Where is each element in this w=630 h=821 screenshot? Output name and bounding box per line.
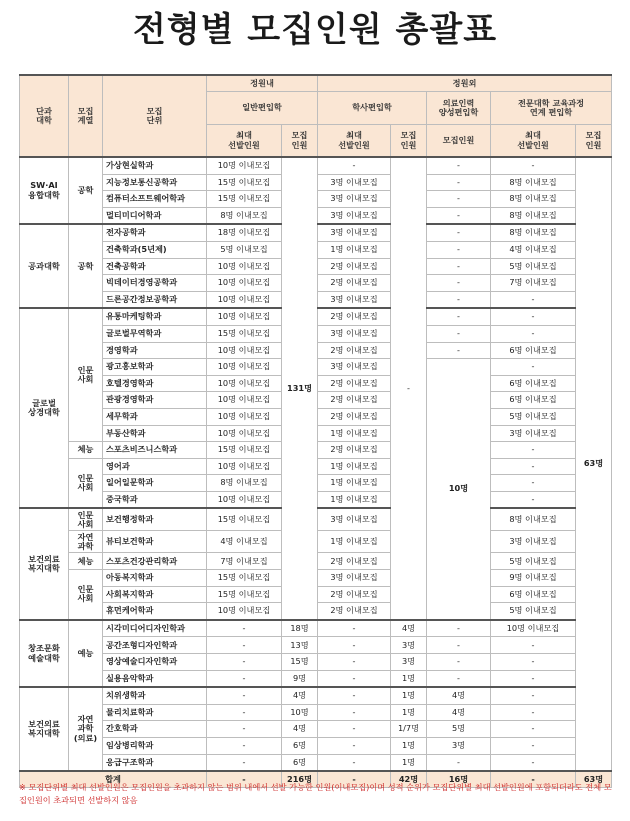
table-row — [20, 721, 612, 738]
series-cell: 자연 과학 — [69, 531, 103, 553]
medical-recruit: 4명 — [427, 687, 491, 704]
medical-recruit: - — [427, 157, 491, 174]
dept-cell: 사회복지학과 — [103, 586, 207, 603]
dept-cell: 영어과 — [103, 458, 207, 475]
table-row — [20, 687, 612, 704]
header-max-select: 최대 선발인원 — [318, 125, 391, 158]
header-recruit: 모집 인원 — [282, 125, 318, 158]
college-max: 8명 이내모집 — [491, 207, 576, 224]
header-college-transfer: 전문대학 교육과정 연계 편입학 — [491, 92, 612, 125]
general-max: 4명 이내모집 — [207, 531, 282, 553]
dept-cell: 전자공학과 — [103, 224, 207, 241]
total-medical-recruit: 16명 — [427, 771, 491, 788]
series-cell: 공학 — [69, 224, 103, 308]
recruitment-summary-table — [19, 74, 612, 788]
general-recruit: 15명 — [282, 654, 318, 671]
dept-cell: 드론공간정보공학과 — [103, 291, 207, 308]
series-cell: 체능 — [69, 442, 103, 459]
general-max: 7명 이내모집 — [207, 553, 282, 570]
table-row — [20, 157, 612, 174]
college-max: 7명 이내모집 — [491, 275, 576, 292]
general-max: 10명 이내모집 — [207, 491, 282, 508]
college-max: 5명 이내모집 — [491, 408, 576, 425]
dept-cell: 관광경영학과 — [103, 392, 207, 409]
general-max: 18명 이내모집 — [207, 224, 282, 241]
bachelor-max: - — [318, 738, 391, 755]
college-max: 8명 이내모집 — [491, 508, 576, 531]
bachelor-recruit: 1명 — [391, 670, 427, 687]
dept-cell: 시각미디어디자인학과 — [103, 620, 207, 637]
general-max: 5명 이내모집 — [207, 241, 282, 258]
medical-recruit: - — [427, 308, 491, 325]
general-max: 10명 이내모집 — [207, 392, 282, 409]
bachelor-recruit: 3명 — [391, 654, 427, 671]
medical-recruit: - — [427, 224, 491, 241]
bachelor-max: 2명 이내모집 — [318, 603, 391, 620]
college-max: - — [491, 475, 576, 492]
bachelor-max: 3명 이내모집 — [318, 359, 391, 376]
dept-cell: 휴먼케어학과 — [103, 603, 207, 620]
college-max: 8명 이내모집 — [491, 191, 576, 208]
bachelor-max: 2명 이내모집 — [318, 586, 391, 603]
dept-cell: 빅데이터경영공학과 — [103, 275, 207, 292]
general-max: 8명 이내모집 — [207, 207, 282, 224]
bachelor-max: 1명 이내모집 — [318, 241, 391, 258]
dept-cell: 멀티미디어학과 — [103, 207, 207, 224]
general-max: 10명 이내모집 — [207, 603, 282, 620]
header-unit: 모집 단위 — [103, 75, 207, 157]
college-max: - — [491, 654, 576, 671]
general-max: 15명 이내모집 — [207, 325, 282, 342]
dept-cell: 간호학과 — [103, 721, 207, 738]
bachelor-max: 3명 이내모집 — [318, 508, 391, 531]
dept-cell: 아동복지학과 — [103, 570, 207, 587]
bachelor-max: 2명 이내모집 — [318, 258, 391, 275]
college-max: - — [491, 738, 576, 755]
general-max: 15명 이내모집 — [207, 586, 282, 603]
bachelor-max: - — [318, 721, 391, 738]
series-cell: 인문 사회 — [69, 308, 103, 441]
medical-recruit: - — [427, 291, 491, 308]
bachelor-recruit: - — [391, 157, 427, 620]
total-label: 합계 — [20, 771, 207, 788]
general-max: - — [207, 654, 282, 671]
page-title: 전형별 모집인원 총괄표 — [132, 10, 498, 50]
general-max: 10명 이내모집 — [207, 291, 282, 308]
college-max: 8명 이내모집 — [491, 174, 576, 191]
bachelor-recruit: 1명 — [391, 687, 427, 704]
dept-cell: 지능정보통신공학과 — [103, 174, 207, 191]
medical-recruit: - — [427, 191, 491, 208]
total-general-max: - — [207, 771, 282, 788]
medical-recruit: 5명 — [427, 721, 491, 738]
dept-cell: 세무학과 — [103, 408, 207, 425]
table-row — [20, 754, 612, 771]
college-max: - — [491, 325, 576, 342]
bachelor-max: 3명 이내모집 — [318, 325, 391, 342]
general-recruit: 6명 — [282, 738, 318, 755]
bachelor-max: 1명 이내모집 — [318, 491, 391, 508]
medical-recruit: - — [427, 620, 491, 637]
college-total: 63명 — [576, 157, 612, 771]
dept-cell: 응급구조학과 — [103, 754, 207, 771]
bachelor-recruit: 1/7명 — [391, 721, 427, 738]
series-cell: 인문 사회 — [69, 570, 103, 620]
college-max: 6명 이내모집 — [491, 392, 576, 409]
general-max: 10명 이내모집 — [207, 258, 282, 275]
header-recruit: 모집인원 — [427, 125, 491, 158]
medical-recruit: - — [427, 174, 491, 191]
series-cell: 예능 — [69, 620, 103, 687]
medical-recruit: - — [427, 275, 491, 292]
bachelor-max: - — [318, 704, 391, 721]
dept-cell: 가상현실학과 — [103, 157, 207, 174]
general-recruit: 4명 — [282, 721, 318, 738]
dept-cell: 경영학과 — [103, 342, 207, 359]
header-recruit: 모집 인원 — [576, 125, 612, 158]
general-max: - — [207, 704, 282, 721]
college-max: - — [491, 754, 576, 771]
general-recruit: 10명 — [282, 704, 318, 721]
header-medical-transfer: 의료인력 양성편입학 — [427, 92, 491, 125]
college-cell: 보건의료 복지대학 — [20, 687, 69, 771]
dept-cell: 컴퓨터소프트웨어학과 — [103, 191, 207, 208]
dept-cell: 일어일문학과 — [103, 475, 207, 492]
dept-cell: 실용음악학과 — [103, 670, 207, 687]
bachelor-recruit: 3명 — [391, 637, 427, 654]
college-max: 6명 이내모집 — [491, 586, 576, 603]
general-max: - — [207, 637, 282, 654]
table-row — [20, 637, 612, 654]
general-max: 15명 이내모집 — [207, 174, 282, 191]
header-bachelor-transfer: 학사편입학 — [318, 92, 427, 125]
college-max: - — [491, 637, 576, 654]
college-max: 5명 이내모집 — [491, 258, 576, 275]
total-college-recruit: 63명 — [576, 771, 612, 788]
footnote: ※ 모집단위별 최대 선발인원은 모집인원을 초과하지 않는 범위 내에서 선발 가능한 인원(이내모집)이며 성적 순위가 모집단위별 최대 선발인원에 포함되더라도 전체 모집인원이 초과되면 선발하지 않음 — [19, 782, 612, 805]
general-max: 10명 이내모집 — [207, 308, 282, 325]
dept-cell: 치위생학과 — [103, 687, 207, 704]
general-recruit: 13명 — [282, 637, 318, 654]
college-max: - — [491, 458, 576, 475]
table-row — [20, 738, 612, 755]
bachelor-max: 2명 이내모집 — [318, 308, 391, 325]
general-max: 15명 이내모집 — [207, 442, 282, 459]
dept-cell: 영상예술디자인학과 — [103, 654, 207, 671]
college-cell: 창조문화 예술대학 — [20, 620, 69, 687]
header-max-select: 최대 선발인원 — [207, 125, 282, 158]
bachelor-recruit: 1명 — [391, 704, 427, 721]
general-total: 131명 — [282, 157, 318, 620]
general-max: 10명 이내모집 — [207, 408, 282, 425]
bachelor-max: - — [318, 754, 391, 771]
general-max: 10명 이내모집 — [207, 359, 282, 376]
medical-recruit: - — [427, 207, 491, 224]
bachelor-max: 3명 이내모집 — [318, 207, 391, 224]
medical-recruit: - — [427, 241, 491, 258]
medical-recruit: - — [427, 325, 491, 342]
college-max: 5명 이내모집 — [491, 553, 576, 570]
general-max: - — [207, 687, 282, 704]
general-max: - — [207, 620, 282, 637]
bachelor-max: 2명 이내모집 — [318, 275, 391, 292]
series-cell: 인문 사회 — [69, 508, 103, 531]
bachelor-max: - — [318, 637, 391, 654]
general-max: - — [207, 721, 282, 738]
general-max: 10명 이내모집 — [207, 375, 282, 392]
table-row — [20, 670, 612, 687]
bachelor-max: - — [318, 620, 391, 637]
college-max: - — [491, 687, 576, 704]
medical-recruit: - — [427, 258, 491, 275]
general-recruit: 9명 — [282, 670, 318, 687]
general-recruit: 4명 — [282, 687, 318, 704]
dept-cell: 호텔경영학과 — [103, 375, 207, 392]
dept-cell: 스포츠비즈니스학과 — [103, 442, 207, 459]
bachelor-max: 2명 이내모집 — [318, 392, 391, 409]
dept-cell: 건축학과(5년제) — [103, 241, 207, 258]
header-out-quota: 정원외 — [318, 75, 612, 92]
header-max-select: 최대 선발인원 — [491, 125, 576, 158]
general-max: 10명 이내모집 — [207, 157, 282, 174]
general-max: - — [207, 754, 282, 771]
header-recruit: 모집 인원 — [391, 125, 427, 158]
bachelor-max: 3명 이내모집 — [318, 570, 391, 587]
dept-cell: 건축공학과 — [103, 258, 207, 275]
college-cell: 공과대학 — [20, 224, 69, 308]
bachelor-max: 2명 이내모집 — [318, 375, 391, 392]
college-max: 3명 이내모집 — [491, 425, 576, 442]
total-bachelor-max: - — [318, 771, 391, 788]
bachelor-max: 3명 이내모집 — [318, 291, 391, 308]
college-max: 6명 이내모집 — [491, 375, 576, 392]
dept-cell: 공간조형디자인학과 — [103, 637, 207, 654]
bachelor-max: 2명 이내모집 — [318, 442, 391, 459]
college-max: - — [491, 359, 576, 376]
bachelor-max: 2명 이내모집 — [318, 408, 391, 425]
header-series: 모집 계열 — [69, 75, 103, 157]
college-cell: SW·AI 융합대학 — [20, 157, 69, 224]
general-max: - — [207, 738, 282, 755]
bachelor-max: 1명 이내모집 — [318, 475, 391, 492]
college-max: - — [491, 491, 576, 508]
series-cell: 공학 — [69, 157, 103, 224]
bachelor-max: - — [318, 687, 391, 704]
bachelor-max: - — [318, 157, 391, 174]
general-max: 15명 이내모집 — [207, 570, 282, 587]
college-max: 8명 이내모집 — [491, 224, 576, 241]
general-max: 10명 이내모집 — [207, 275, 282, 292]
dept-cell: 광고홍보학과 — [103, 359, 207, 376]
header-in-quota: 정원내 — [207, 75, 318, 92]
series-cell: 자연 과학 (의료) — [69, 687, 103, 771]
college-max: - — [491, 704, 576, 721]
bachelor-max: 2명 이내모집 — [318, 553, 391, 570]
medical-recruit: - — [427, 654, 491, 671]
college-max: 6명 이내모집 — [491, 342, 576, 359]
dept-cell: 유통마케팅학과 — [103, 308, 207, 325]
college-max: 9명 이내모집 — [491, 570, 576, 587]
table-row — [20, 654, 612, 671]
dept-cell: 물리치료학과 — [103, 704, 207, 721]
general-max: 15명 이내모집 — [207, 508, 282, 531]
table-row — [20, 704, 612, 721]
bachelor-max: - — [318, 670, 391, 687]
medical-recruit: - — [427, 342, 491, 359]
bachelor-recruit: 1명 — [391, 738, 427, 755]
dept-cell: 부동산학과 — [103, 425, 207, 442]
general-max: - — [207, 670, 282, 687]
total-general-recruit: 216명 — [282, 771, 318, 788]
dept-cell: 중국학과 — [103, 491, 207, 508]
medical-recruit: 4명 — [427, 704, 491, 721]
medical-recruit: - — [427, 754, 491, 771]
dept-cell: 임상병리학과 — [103, 738, 207, 755]
bachelor-max: 3명 이내모집 — [318, 224, 391, 241]
college-max: 10명 이내모집 — [491, 620, 576, 637]
general-max: 15명 이내모집 — [207, 191, 282, 208]
total-college-max: - — [491, 771, 576, 788]
college-max: - — [491, 157, 576, 174]
college-max: - — [491, 442, 576, 459]
total-bachelor-recruit: 42명 — [391, 771, 427, 788]
dept-cell: 보건행정학과 — [103, 508, 207, 531]
header-college: 단과 대학 — [20, 75, 69, 157]
bachelor-recruit: 1명 — [391, 754, 427, 771]
college-cell: 글로벌 상경대학 — [20, 308, 69, 508]
bachelor-max: 2명 이내모집 — [318, 342, 391, 359]
table-row — [20, 620, 612, 637]
medical-recruit: 3명 — [427, 738, 491, 755]
college-max: - — [491, 291, 576, 308]
dept-cell: 뷰티보건학과 — [103, 531, 207, 553]
dept-cell: 글로벌무역학과 — [103, 325, 207, 342]
general-recruit: 6명 — [282, 754, 318, 771]
bachelor-max: 1명 이내모집 — [318, 458, 391, 475]
college-cell: 보건의료 복지대학 — [20, 508, 69, 619]
bachelor-recruit: 4명 — [391, 620, 427, 637]
medical-recruit: - — [427, 637, 491, 654]
general-recruit: 18명 — [282, 620, 318, 637]
bachelor-max: 1명 이내모집 — [318, 531, 391, 553]
medical-total: 10명 — [427, 359, 491, 620]
college-max: - — [491, 670, 576, 687]
series-cell: 인문 사회 — [69, 458, 103, 508]
college-max: 5명 이내모집 — [491, 603, 576, 620]
bachelor-max: 1명 이내모집 — [318, 425, 391, 442]
college-max: 3명 이내모집 — [491, 531, 576, 553]
bachelor-max: 3명 이내모집 — [318, 174, 391, 191]
bachelor-max: 3명 이내모집 — [318, 191, 391, 208]
bachelor-max: - — [318, 654, 391, 671]
series-cell: 체능 — [69, 553, 103, 570]
general-max: 10명 이내모집 — [207, 342, 282, 359]
college-max: 4명 이내모집 — [491, 241, 576, 258]
dept-cell: 스포츠건강관리학과 — [103, 553, 207, 570]
college-max: - — [491, 721, 576, 738]
college-max: - — [491, 308, 576, 325]
header-general-transfer: 일반편입학 — [207, 92, 318, 125]
medical-recruit: - — [427, 670, 491, 687]
general-max: 8명 이내모집 — [207, 475, 282, 492]
general-max: 10명 이내모집 — [207, 425, 282, 442]
general-max: 10명 이내모집 — [207, 458, 282, 475]
